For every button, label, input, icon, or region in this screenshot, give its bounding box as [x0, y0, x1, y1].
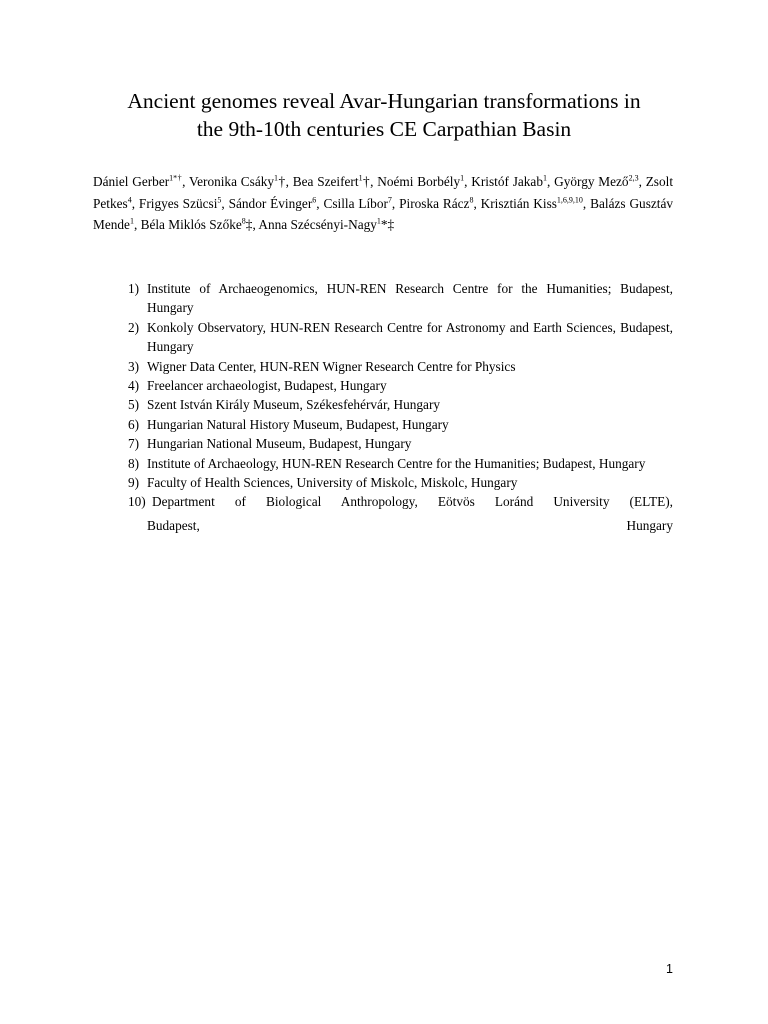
- affiliation-text: Institute of Archaeology, HUN-REN Research Centre for the Humanities; Budapest, Hungary: [147, 455, 646, 471]
- author: [141, 217, 259, 232]
- affiliation-number: 4): [128, 378, 140, 394]
- author-separator: ,: [316, 195, 324, 211]
- author-separator: ,: [473, 195, 481, 211]
- affiliation-item: [128, 395, 673, 414]
- author-name: György Mező: [554, 174, 629, 189]
- affiliation-item: [128, 279, 673, 318]
- affiliation-number: 10): [128, 494, 146, 510]
- author-separator: ,: [464, 174, 472, 189]
- author-name: Csilla Líbor: [323, 195, 388, 211]
- author-name: Frigyes Szücsi: [138, 195, 218, 211]
- affiliation-number: 3): [128, 358, 140, 374]
- author-affiliation-marker: 7: [387, 195, 392, 205]
- author-affiliation-marker: 1: [460, 173, 465, 183]
- author-name: Krisztián Kiss: [480, 195, 557, 211]
- author-name: Veronika Csáky: [188, 174, 275, 189]
- affiliation-item: [128, 357, 673, 376]
- author-affiliation-marker: 1: [358, 173, 363, 183]
- affiliation-text: Hungarian Natural History Museum, Budapest, Hungary: [147, 416, 449, 432]
- affiliation-text: Szent István Király Museum, Székesfehérvár, Hungary: [147, 397, 441, 413]
- author-separator: ,: [391, 195, 400, 211]
- affiliation-text: Institute of Archaeogenomics, HUN-REN Research Centre for the Humanities; Budapest, Hungary: [147, 281, 673, 316]
- affiliation-item: [128, 492, 673, 535]
- affiliation-number: 8): [128, 455, 140, 471]
- affiliation-item: [128, 454, 673, 473]
- page-number: 1: [666, 962, 673, 976]
- author-separator: ,: [370, 174, 378, 189]
- author-separator: ,: [546, 174, 555, 189]
- affiliation-text: Konkoly Observatory, HUN-REN Research Centre for Astronomy and Earth Sciences, Budapest, Hungary: [147, 319, 673, 355]
- author-separator: ,: [252, 217, 259, 232]
- title-line-1: Ancient genomes reveal Avar-Hungarian transformations in: [127, 89, 641, 113]
- author-affiliation-marker: 1: [129, 216, 134, 226]
- author-affiliation-marker: 1: [376, 216, 381, 226]
- affiliation-number: 2): [128, 319, 140, 335]
- author-separator: ,: [182, 174, 189, 189]
- author-separator: ,: [131, 195, 139, 211]
- author: [93, 174, 189, 189]
- affiliation-item: [128, 376, 673, 395]
- affiliation-text: Department of Biological Anthropology, Eötvös Loránd University (ELTE),: [152, 494, 673, 510]
- author-name: Béla Miklós Szőke: [140, 217, 242, 232]
- author-separator: ,: [638, 174, 646, 189]
- author-separator: ,: [285, 174, 293, 189]
- author-name: Piroska Rácz: [399, 195, 470, 211]
- affiliation-list: [128, 279, 673, 535]
- author: [139, 196, 229, 211]
- author-affiliation-marker: 2,3: [628, 173, 639, 183]
- author: [323, 196, 399, 211]
- affiliation-text: Faculty of Health Sciences, University of Miskolc, Miskolc, Hungary: [147, 475, 518, 491]
- author: [229, 196, 324, 211]
- author-contribution-mark: ‡: [245, 217, 253, 232]
- author-affiliation-marker: 1: [274, 173, 279, 183]
- affiliation-item: [128, 318, 673, 357]
- affiliation-item: [128, 434, 673, 453]
- author-contribution-mark: †: [278, 174, 286, 189]
- author-separator: ,: [133, 217, 141, 232]
- author-name: Bea Szeifert: [292, 174, 359, 189]
- affiliation-number: 1): [128, 281, 140, 296]
- author: [481, 196, 590, 211]
- author-name: Kristóf Jakab: [471, 174, 543, 189]
- affiliation-number: 6): [128, 416, 140, 432]
- affiliation-text: Hungarian National Museum, Budapest, Hungary: [147, 436, 412, 452]
- author-affiliation-marker: 1*†: [169, 173, 183, 183]
- affiliation-text: Freelancer archaeologist, Budapest, Hungary: [147, 378, 387, 394]
- author-name: Anna Szécsényi-Nagy: [258, 217, 377, 232]
- affiliation-number: 7): [128, 436, 140, 452]
- author: [258, 217, 394, 232]
- author-separator: ,: [221, 195, 229, 211]
- author-list: [93, 171, 673, 236]
- title-line-2: the 9th-10th centuries CE Carpathian Basin: [196, 117, 572, 141]
- author: [399, 196, 481, 211]
- author-contribution-mark: †: [362, 174, 371, 189]
- author-affiliation-marker: 1: [542, 173, 547, 183]
- author-name: Sándor Évinger: [228, 195, 313, 211]
- author-affiliation-marker: 5: [217, 195, 222, 205]
- author: [377, 174, 471, 189]
- author-separator: ,: [582, 195, 591, 211]
- author: [189, 174, 293, 189]
- author: [293, 174, 378, 189]
- author-affiliation-marker: 6: [312, 195, 317, 205]
- affiliation-text-continued: Budapest, Hungary: [147, 517, 673, 533]
- paper-title: [60, 87, 708, 143]
- affiliation-text: Wigner Data Center, HUN-REN Wigner Research Centre for Physics: [147, 358, 516, 374]
- author-name: Dániel Gerber: [93, 174, 170, 189]
- author-name: Zsolt Petkes: [93, 174, 674, 211]
- author: [554, 174, 646, 189]
- author-affiliation-marker: 1,6,9,10: [556, 195, 583, 205]
- author-name: Noémi Borbély: [377, 174, 461, 189]
- affiliation-item: [128, 415, 673, 434]
- author-affiliation-marker: 4: [127, 195, 132, 205]
- author: [471, 174, 554, 189]
- author-affiliation-marker: 8: [241, 216, 246, 226]
- author-contribution-mark: *‡: [380, 217, 395, 232]
- author-name: Balázs Gusztáv Mende: [93, 195, 674, 232]
- affiliation-number: 5): [128, 397, 140, 413]
- author-affiliation-marker: 8: [469, 195, 474, 205]
- affiliation-number: 9): [128, 475, 140, 491]
- affiliation-item: [128, 473, 673, 492]
